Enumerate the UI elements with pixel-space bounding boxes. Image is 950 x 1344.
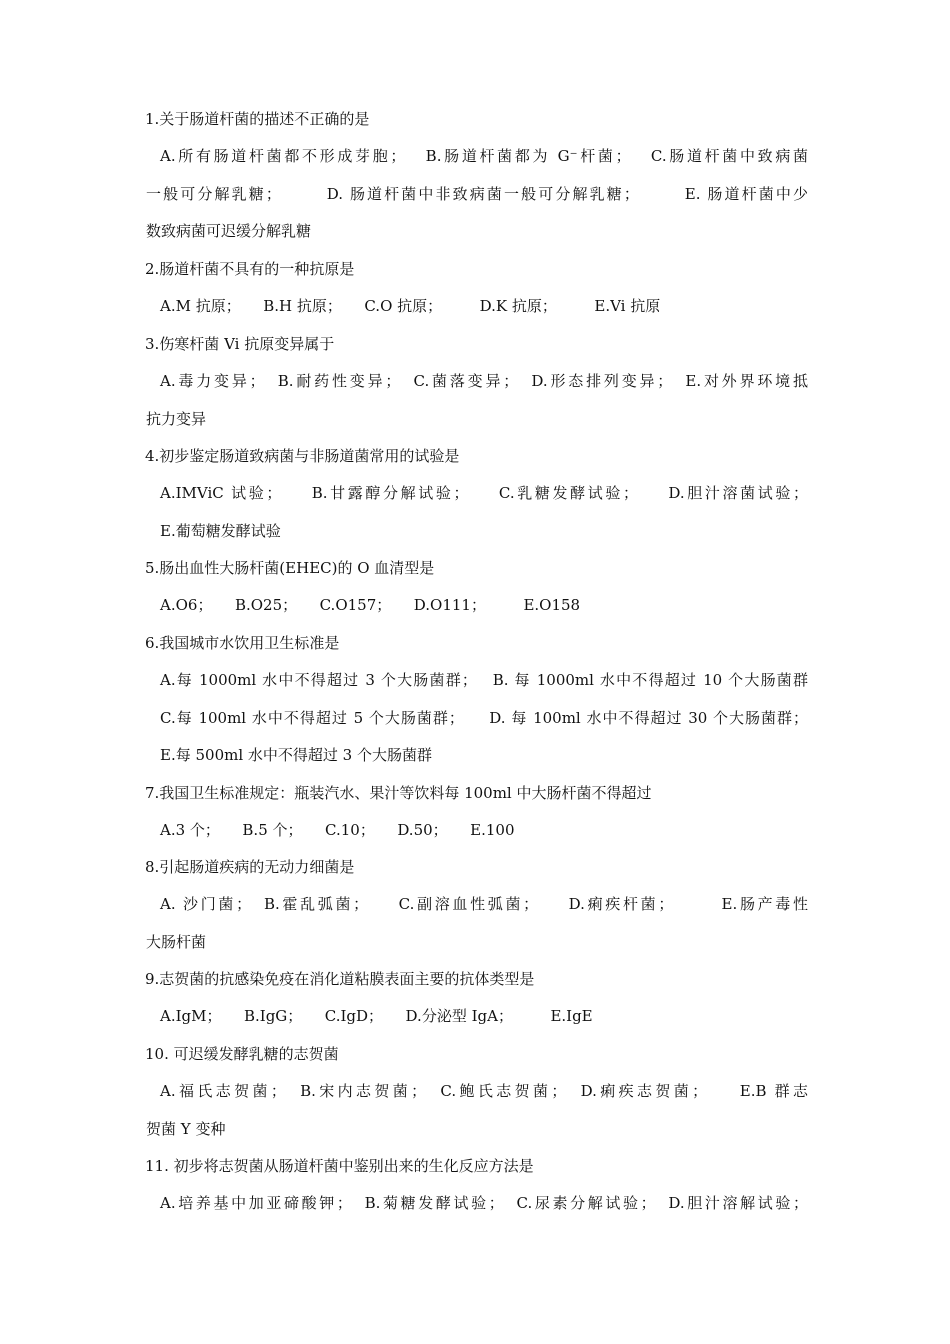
question-8-options [146,886,808,961]
question-7-options-line-1: A.3 个； B.5 个； C.10； D.50； E.100 [160,821,515,839]
question-2-stem: 2.肠道杆菌不具有的一种抗原是 [145,260,355,278]
question-1-options-line-3: 数致病菌可迟缓分解乳糖 [146,222,312,241]
question-1-options-line-2: 一般可分解乳糖； D. 肠道杆菌中非致病菌一般可分解乳糖； E. 肠道杆菌中少 [146,184,808,203]
question-4-options-line-1: A.IMViC 试验； B.甘露醇分解试验； C.乳糖发酵试验； D.胆汁溶菌试验； [160,484,808,502]
question-11-options [160,1185,808,1223]
question-2-options-line-1: A.M 抗原； B.H 抗原； C.O 抗原； D.K 抗原； E.Vi 抗原 [160,297,661,315]
question-4-options-line-2: E.葡萄糖发酵试验 [160,521,281,540]
question-3-stem: 3.伤寒杆菌 Vi 抗原变异属于 [145,335,335,353]
question-3-options [146,363,808,438]
question-3-options-line-1: A.毒力变异； B.耐药性变异； C.菌落变异； D.形态排列变异； E.对外界环境抵 [160,372,808,390]
question-8-options-line-2: 大肠杆菌 [146,932,207,951]
question-6-options-line-3: E.每 500ml 水中不得超过 3 个大肠菌群 [160,746,432,765]
question-10-options-line-1: A.福氏志贺菌； B.宋内志贺菌； C.鲍氏志贺菌； D.痢疾志贺菌； E.B 群志 [160,1082,808,1100]
question-1-options-line-1: A.所有肠道杆菌都不形成芽胞； B.肠道杆菌都为 G⁻杆菌； C.肠道杆菌中致病菌 [160,147,808,165]
question-7-stem: 7.我国卫生标准规定：瓶装汽水、果汁等饮料每 100ml 中大肠杆菌不得超过 [145,784,652,802]
question-11-stem: 11. 初步将志贺菌从肠道杆菌中鉴别出来的生化反应方法是 [145,1157,534,1175]
question-8-stem: 8.引起肠道疾病的无动力细菌是 [145,858,355,876]
question-9-stem: 9.志贺菌的抗感染免疫在消化道粘膜表面主要的抗体类型是 [145,970,535,988]
question-3-options-line-2: 抗力变异 [146,409,207,428]
question-5-options [160,587,808,625]
question-9-options [160,998,808,1036]
question-10-options [146,1073,808,1148]
question-9-options-line-1: A.IgM； B.IgG； C.IgD； D.分泌型 IgA； E.IgE [160,1007,593,1025]
question-6-stem: 6.我国城市水饮用卫生标准是 [145,634,340,652]
question-4-options [160,475,808,550]
question-2-options [160,288,808,326]
question-1-stem: 1.关于肠道杆菌的描述不正确的是 [145,110,370,128]
question-6-options-line-2: C.每 100ml 水中不得超过 5 个大肠菌群； D. 每 100ml 水中不得超过 30 个大肠菌群； [160,708,808,727]
question-11-options-line-1: A.培养基中加亚碲酸钾； B.菊糖发酵试验； C.尿素分解试验； D.胆汁溶解试验； [160,1194,808,1212]
question-5-options-line-1: A.O6； B.O25； C.O157； D.O111； E.O158 [160,596,581,614]
question-8-options-line-1: A. 沙门菌； B.霍乱弧菌； C.副溶血性弧菌； D.痢疾杆菌； E.肠产毒性 [160,895,808,913]
question-7-options [160,812,808,850]
question-10-stem: 10. 可迟缓发酵乳糖的志贺菌 [145,1045,339,1063]
question-10-options-line-2: 贺菌 Y 变种 [146,1119,226,1138]
question-5-stem: 5.肠出血性大肠杆菌(EHEC)的 O 血清型是 [145,559,435,577]
question-1-options [146,138,808,251]
question-4-stem: 4.初步鉴定肠道致病菌与非肠道菌常用的试验是 [145,447,460,465]
question-6-options-line-1: A.每 1000ml 水中不得超过 3 个大肠菌群； B. 每 1000ml 水中不得超过 10 个大肠菌群 [160,671,808,689]
question-6-options [160,662,808,775]
